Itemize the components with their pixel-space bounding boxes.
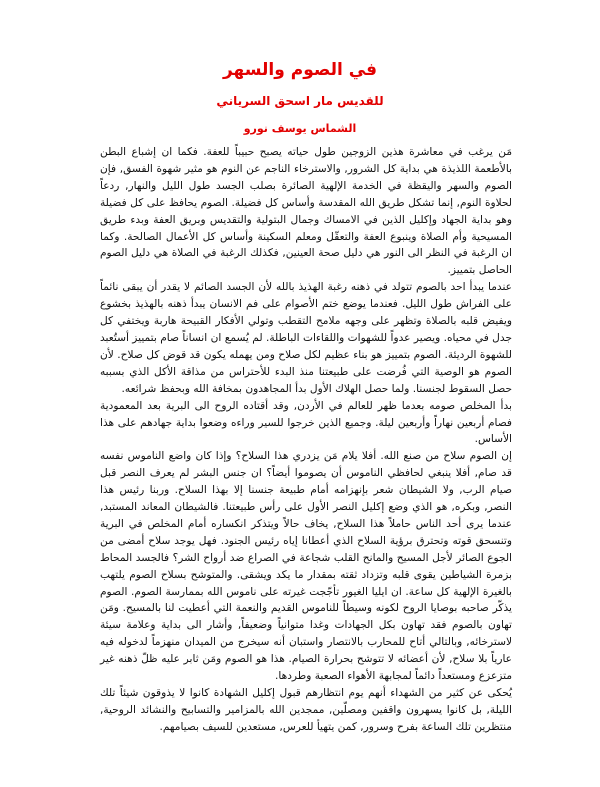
document-body (100, 144, 512, 736)
document-author: الشماس يوسف نورو (243, 122, 357, 135)
document-title: في الصوم والسهر (222, 60, 378, 80)
paragraph: بدأ المخلص صومه بعدما ظهر للعالم في الأردن, وقد أقتاده الروح الى البرية بعد المعمودية فصام أربعين نهاراً وأربعين ليلة. وجميع الذين خرجوا للسير وراءه وضعوا بداية جهادهم على هذا الأساس. (100, 399, 512, 446)
paragraph: إن الصوم سلاح من صنع الله. أفلا يلام مَن يزدري هذا السلاح؟ وإذا كان واضع الناموس نفسه قد صام, أفلا ينبغي لحافظي الناموس أن يصوموا أيضاً؟ ان جنس البشر لم يعرف النصر قبل صيام الرب, ولا الشيطان شعر بإنهزامه أمام طبيعة جنسنا إلا بهذا السلاح. وربنا رئيس هذا النصر, وبكره, هو الذي وضع إكليل النصر الأول على رأس طبيعتنا. فالشيطان المعاند المستبد, عندما يرى أحد الناس حاملاً هذا السلاح, يخاف حالاً ويتذكر انكساره أمام المخلص في البرية وتنسحق قوته وتحترق برؤية السلاح الذي أعطانا إياه رئيس الجنود. فهل يوجد سلاح أمضى من الجوع الصائر لأجل المسيح والمانح القلب شجاعة في الصراع ضد أرواح الشر؟ فالجسد المحاط بزمرة الشياطين يقوى قلبه وتزداد ثقته بمقدار ما يكد ويشقى. والمتوشح بسلاح الصوم يلتهب بالغيرة الإلهية كل ساعة. ان ايليا الغيور تأجّجت غيرته على ناموس الله بممارسة الصوم. الصوم يذكّر صاحبه بوصايا الروح لكونه وسيطاً للناموس القديم والنعمة التي أعطيت لنا بالمسيح. ومَن تهاون بالصوم فقد تهاون بكل الجهادات وغدا متوانياً وضعيفاً, وأشار الى بداية وعلامة سيئة لاسترخائه, وبالتالي أتاح للمحارب بالانتصار واستبان أنه سيخرج من الميدان منهزماً لدخوله فيه عارياً بلا سلاح, لأن أعضائه لا تتوشح بحرارة الصيام. هذا هو الصوم ومَن ثابر عليه ظلّ ذهنه غير متزعزع ومستعداً دائماً لمجابهة الأهواء الصعبة وطردها. (100, 450, 512, 683)
paragraph: يُحكى عن كثير من الشهداء أنهم يوم انتظارهم قبول إكليل الشهادة كانوا لا يذوقون شيئاً تلك الليلة, بل كانوا يسهرون واقفين ومصلّين, ممجدين الله بالمزامير والتسابيح والنشائد الروحية, منتظرين تلك الساعة بفرح وسرور, كمن يتهيأ للعرس, مستعدين للسيف بصيامهم. (100, 687, 512, 733)
document-subtitle: للقديس مار اسحق السرياني (216, 94, 384, 108)
paragraph: عندما يبدأ احد بالصوم تتولد في ذهنه رغبة الهذيذ بالله لأن الجسد الصائم لا يقدر أن يبقى نائماً على الفراش طول الليل. فعندما يوضع ختم الأصوام على فم الانسان يبدأ ذهنه بالهذيذ بخشوع ويفيض قلبه بالصلاة وتظهر على وجهه ملامح التقطب وتولي الأفكار القبيحة هاربة ويختفي كل جدل في محياه. ويصير عدواً للشهوات واللقاءات الباطلة. لم يُسمع ان انساناً صام بتمييز أستُعبد للشهوة الرديئة. الصوم بتمييز هو بناء عظيم لكل صلاح ومن يهمله يكون قد قوض كل صلاح. لأن الصوم هو الوصية التي فُرضت على طبيعتنا منذ البدء للأحتراس من مذاقة الأكل الذي بسببه حصل السقوط لجنسنا. ولما حصل الهلاك الأول بدأ المجاهدون بمخافة الله وبحفظ شرائعه. (100, 281, 512, 395)
paragraph: مَن يرغب في معاشرة هذين الزوجين طول حياته يصبح حبيباً للعفة. فكما ان إشباع البطن بالأطعمة اللذيذة هي بداية كل الشرور, والاسترخاء الناجم عن النوم هو مثير شهوة الفسق, فإن الصوم والسهر واليقظة في الخدمة الإلهية الصائرة بصلب الجسد طول الليل والنهار, ردعاً لحلاوة النوم, إنما تشكل طريق الله المقدسة وأساس كل فضيلة. الصوم يحافظ على كل فضيلة وهو بداية الجهاد وإكليل الذين في الامساك وجمال البتولية والتقديس وبريق العفة وبدء طريق المسيحية وأم الصلاة وينبوع العفة والتعقّل ومعلم السكينة وأساس كل الأعمال الصالحة. وكما ان الرغبة في النظر الى النور هي دليل صحة العينين, فكذلك الرغبة في الصلاة هي دليل الصوم الحاصل بتمييز. (100, 146, 512, 277)
